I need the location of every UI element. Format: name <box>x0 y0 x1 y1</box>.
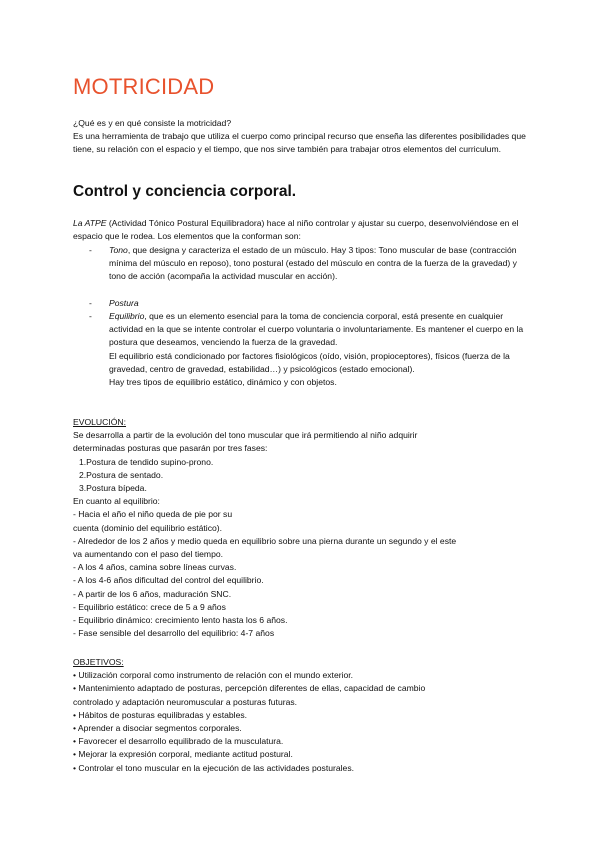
objetivo-item: • Hábitos de posturas equilibradas y estables. <box>73 709 248 720</box>
objetivo-item: • Mantenimiento adaptado de posturas, percepción diferentes de ellas, capacidad de cambio <box>73 683 426 694</box>
atpe-paragraph <box>73 217 533 243</box>
evolucion-line: En cuanto al equilibrio: <box>73 496 160 507</box>
tono-term: Tono <box>109 245 128 255</box>
objetivo-item: • Utilización corporal como instrumento de relación con el mundo exterior. <box>73 670 354 681</box>
evolucion-line: - Alrededor de los 2 años y medio queda en equilibrio sobre una pierna durante un segundo y el este <box>73 535 457 546</box>
equilibrio-types: Hay tres tipos de equilibrio estático, dinámico y con objetos. <box>109 377 337 388</box>
evolucion-line: cuenta (dominio del equilibrio estático). <box>73 522 223 533</box>
list-item-text <box>109 244 533 284</box>
evolucion-line: determinadas posturas que pasarán por tres fases: <box>73 443 268 454</box>
evolucion-line: va aumentando con el paso del tiempo. <box>73 549 224 560</box>
equilibrio-term: Equilibrio <box>109 311 145 321</box>
tono-description: , que designa y caracteriza el estado de un músculo. Hay 3 tipos: Tono muscular de base (contracción mínima del músculo en reposo), tono postural (estado del músculo en contra de la fuerza de la gravedad) y tono de acción (acompaña la actividad muscular en acción). <box>109 245 517 282</box>
equilibrio-description: , que es un elemento esencial para la toma de conciencia corporal, está presente en cualquier actividad en la que se intente controlar el cuerpo voluntaria o involuntariamente. Es mantener el cuerpo en la postura que deseamos, venciendo la fuerza de la gravedad. <box>109 311 524 348</box>
evolucion-line: - A los 4 años, camina sobre líneas curvas. <box>73 562 237 573</box>
objetivo-item: • Controlar el tono muscular en la ejecución de las actividades posturales. <box>73 762 355 773</box>
evolucion-line: - Hacia el año el niño queda de pie por su <box>73 509 233 520</box>
objetivos-section <box>73 656 533 775</box>
evolucion-line: - Fase sensible del desarrollo del equilibrio: 4-7 años <box>73 628 275 639</box>
intro-text: Es una herramienta de trabajo que utiliza el cuerpo como principal recurso que enseña las diferentes posibilidades que tiene, su relación con el espacio y el tiempo, que nos sirve también para trabajar otros elementos del curriculum. <box>73 131 526 155</box>
list-dash: - <box>89 311 92 321</box>
evolucion-line: Se desarrolla a partir de la evolución del tono muscular que irá permitiendo al niño adquirir <box>73 430 418 441</box>
list-item-text <box>109 310 533 389</box>
objetivos-heading: OBJETIVOS: <box>73 657 124 667</box>
page-title: MOTRICIDAD <box>73 74 215 99</box>
evolucion-line: 3.Postura bípeda. <box>79 483 147 494</box>
objetivo-item: • Mejorar la expresión corporal, mediante actitud postural. <box>73 749 293 760</box>
objetivo-item: controlado y adaptación neuromuscular a posturas futuras. <box>73 696 298 707</box>
list-item-tono <box>73 244 533 294</box>
evolucion-line: - Equilibrio estático: crece de 5 a 9 años <box>73 601 226 612</box>
atpe-description: (Actividad Tónico Postural Equilibradora) hace al niño controlar y ajustar su cuerpo, desenvolviéndose en el espacio que le rodea. Los elementos que la conforman son: <box>73 218 519 242</box>
objetivo-item: • Favorecer el desarrollo equilibrado de la musculatura. <box>73 736 284 747</box>
list-item-text <box>109 297 533 310</box>
evolucion-line: - A los 4-6 años dificultad del control del equilibrio. <box>73 575 264 586</box>
atpe-term: La ATPE <box>73 218 107 228</box>
postura-term: Postura <box>109 298 139 308</box>
evolucion-heading: EVOLUCIÓN: <box>73 417 127 427</box>
list-dash: - <box>89 245 92 255</box>
objetivo-item: • Aprender a disociar segmentos corporales. <box>73 723 242 734</box>
intro-question: ¿Qué es y en qué consiste la motricidad? <box>73 118 232 128</box>
evolucion-line: 2.Postura de sentado. <box>79 469 164 480</box>
evolucion-line: 1.Postura de tendido supino-prono. <box>79 456 214 467</box>
section-title: Control y conciencia corporal. <box>73 183 297 200</box>
evolucion-section <box>73 416 533 640</box>
intro-block <box>73 117 533 157</box>
evolucion-line: - Equilibrio dinámico: crecimiento lento hasta los 6 años. <box>73 615 288 626</box>
evolucion-line: - A partir de los 6 años, maduración SNC. <box>73 588 232 599</box>
list-dash: - <box>89 298 92 308</box>
equilibrio-factors: El equilibrio está condicionado por factores fisiológicos (oído, visión, propioceptores), físicos (fuerza de la gravedad, centro de gravedad, estabilidad…) y psicológicos (estado emocional). <box>109 350 510 374</box>
